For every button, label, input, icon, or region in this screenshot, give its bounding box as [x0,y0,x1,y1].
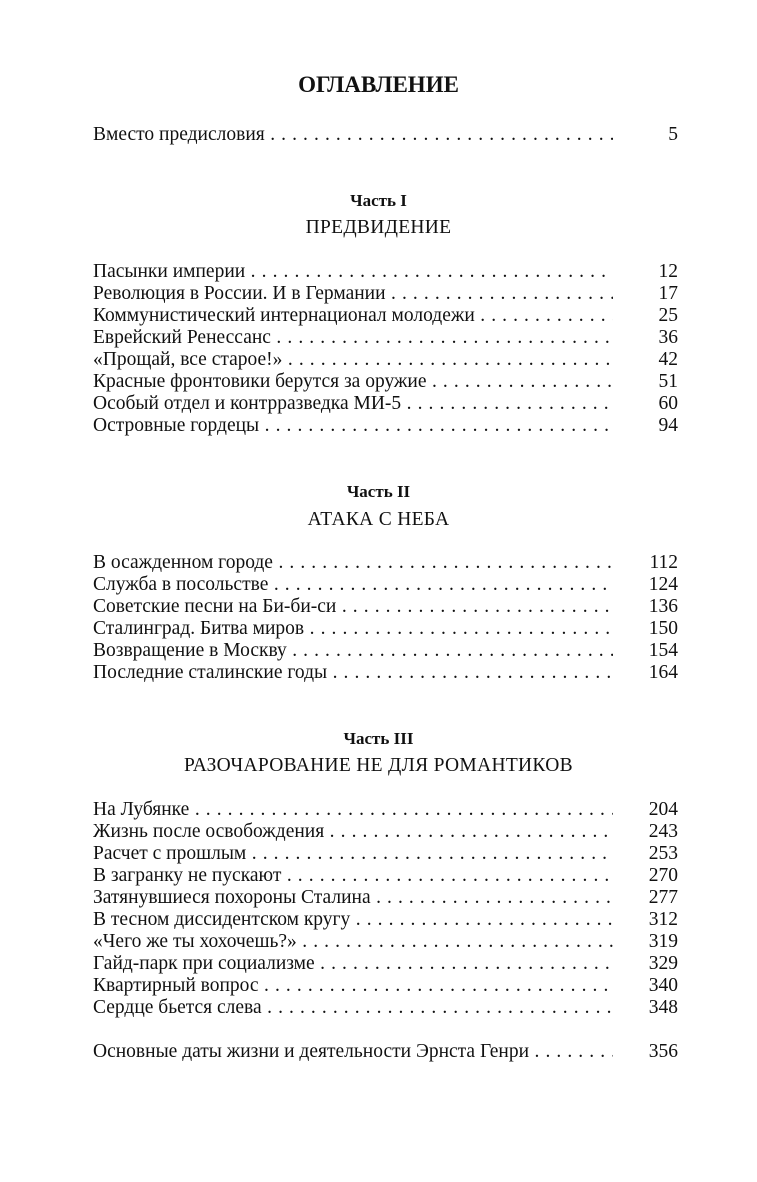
part-1-title: ПРЕДВИДЕНИЕ [305,217,452,238]
toc-title: ОГЛАВЛЕНИЕ [298,72,459,97]
toc-entry-title: «Чего же ты хохочешь?» . . . [93,931,613,953]
toc-entry-title: Пасынки империи . . . [93,261,613,283]
toc-entry-title: Служба в посольстве . . . [93,574,613,596]
toc-entry-page: 270 [648,865,678,886]
toc-entry-page: 253 [648,843,678,864]
toc-entry[interactable] [93,596,678,618]
toc-entry-title: На Лубянке . . . [93,799,613,821]
toc-entry-page: 329 [648,953,678,974]
toc-entry-page: 150 [648,618,678,639]
toc-entry-title: В тесном диссидентском кругу . . . [93,909,613,931]
toc-entry-title: «Прощай, все старое!» . . . [93,349,613,371]
toc-entry-title: Коммунистический интернационал молодежи . . . [93,305,613,327]
toc-entry[interactable] [93,662,678,684]
toc-entry-page: 112 [649,552,678,573]
toc-entry-title: Квартирный вопрос . . . [93,975,613,997]
toc-entry-page: 154 [648,640,678,661]
part-1-label: Часть I [350,191,407,210]
toc-entry-title: Гайд-парк при социализме . . . [93,953,613,975]
toc-entry-page: 356 [648,1041,678,1062]
toc-entry[interactable] [93,574,678,596]
toc-entry-title: Основные даты жизни и деятельности Эрнста Генри . . . [93,1041,613,1063]
toc-entry[interactable] [93,953,678,975]
part-3-entries [93,799,678,1019]
toc-entry-title: В загранку не пускают . . . [93,865,613,887]
toc-entry-page: 277 [648,887,678,908]
toc-entry-title: Особый отдел и контрразведка МИ-5 . . . [93,393,613,415]
part-2-label: Часть II [346,482,411,501]
toc-entry[interactable] [93,821,678,843]
toc-entry-page: 312 [648,909,678,930]
part-3-title: РАЗОЧАРОВАНИЕ НЕ ДЛЯ РОМАНТИКОВ [184,755,573,776]
toc-entry-page: 348 [648,997,678,1018]
toc-entry-page: 42 [658,349,678,370]
toc-entry[interactable] [93,865,678,887]
toc-entry[interactable] [93,305,678,327]
toc-entry[interactable] [93,415,678,437]
toc-entry-title: Революция в России. И в Германии . . . [93,283,613,305]
toc-entry-title: Расчет с прошлым . . . [93,843,613,865]
toc-entry-page: 136 [648,596,678,617]
toc-entry[interactable] [93,931,678,953]
toc-entry[interactable] [93,552,678,574]
toc-entry-page: 36 [658,327,678,348]
toc-entry[interactable] [93,327,678,349]
toc-entry-page: 60 [658,393,678,414]
toc-entry-page: 124 [648,574,678,595]
toc-entry-page: 51 [658,371,678,392]
toc-entry[interactable] [93,371,678,393]
toc-entry-title: Советские песни на Би-би-си . . . [93,596,613,618]
toc-entry-title: Последние сталинские годы . . . [93,662,613,684]
toc-entry[interactable] [93,799,678,821]
toc-entry[interactable] [93,640,678,662]
toc-entry-title: Островные гордецы . . . [93,415,613,437]
toc-entry[interactable] [93,618,678,640]
toc-entry-page: 12 [658,261,678,282]
toc-entry[interactable] [93,843,678,865]
toc-entry-page: 243 [648,821,678,842]
toc-entry-title: Красные фронтовики берутся за оружие . . . [93,371,613,393]
toc-entry-title: Затянувшиеся похороны Сталина . . . [93,887,613,909]
toc-entry-title: Сталинград. Битва миров . . . [93,618,613,640]
toc-entry-title: Сердце бьется слева . . . [93,997,613,1019]
toc-entry[interactable] [93,124,678,146]
toc-entry-page: 164 [648,662,678,683]
toc-entry-page: 5 [668,124,678,145]
toc-entry-page: 319 [648,931,678,952]
toc-intro-list [93,124,678,146]
toc-entry[interactable] [93,975,678,997]
toc-entry[interactable] [93,887,678,909]
toc-entry-title: Жизнь после освобождения . . . [93,821,613,843]
toc-entry[interactable] [93,909,678,931]
toc-entry-page: 17 [658,283,678,304]
toc-entry-page: 25 [658,305,678,326]
toc-entry-page: 94 [658,415,678,436]
toc-entry[interactable] [93,283,678,305]
part-1-entries [93,261,678,437]
toc-entry[interactable] [93,349,678,371]
toc-entry[interactable] [93,997,678,1019]
toc-entry[interactable] [93,261,678,283]
toc-entry-page: 340 [648,975,678,996]
toc-appendix-list [93,1041,678,1063]
toc-entry[interactable] [93,393,678,415]
part-2-title: АТАКА С НЕБА [307,509,450,530]
toc-entry[interactable] [93,1041,678,1063]
part-2-entries [93,552,678,684]
toc-entry-title: Еврейский Ренессанс . . . [93,327,613,349]
toc-entry-page: 204 [648,799,678,820]
toc-entry-title: Вместо предисловия . . . [93,124,613,146]
part-3-label: Часть III [343,729,414,748]
toc-entry-title: В осажденном городе . . . [93,552,613,574]
toc-entry-title: Возвращение в Москву . . . [93,640,613,662]
